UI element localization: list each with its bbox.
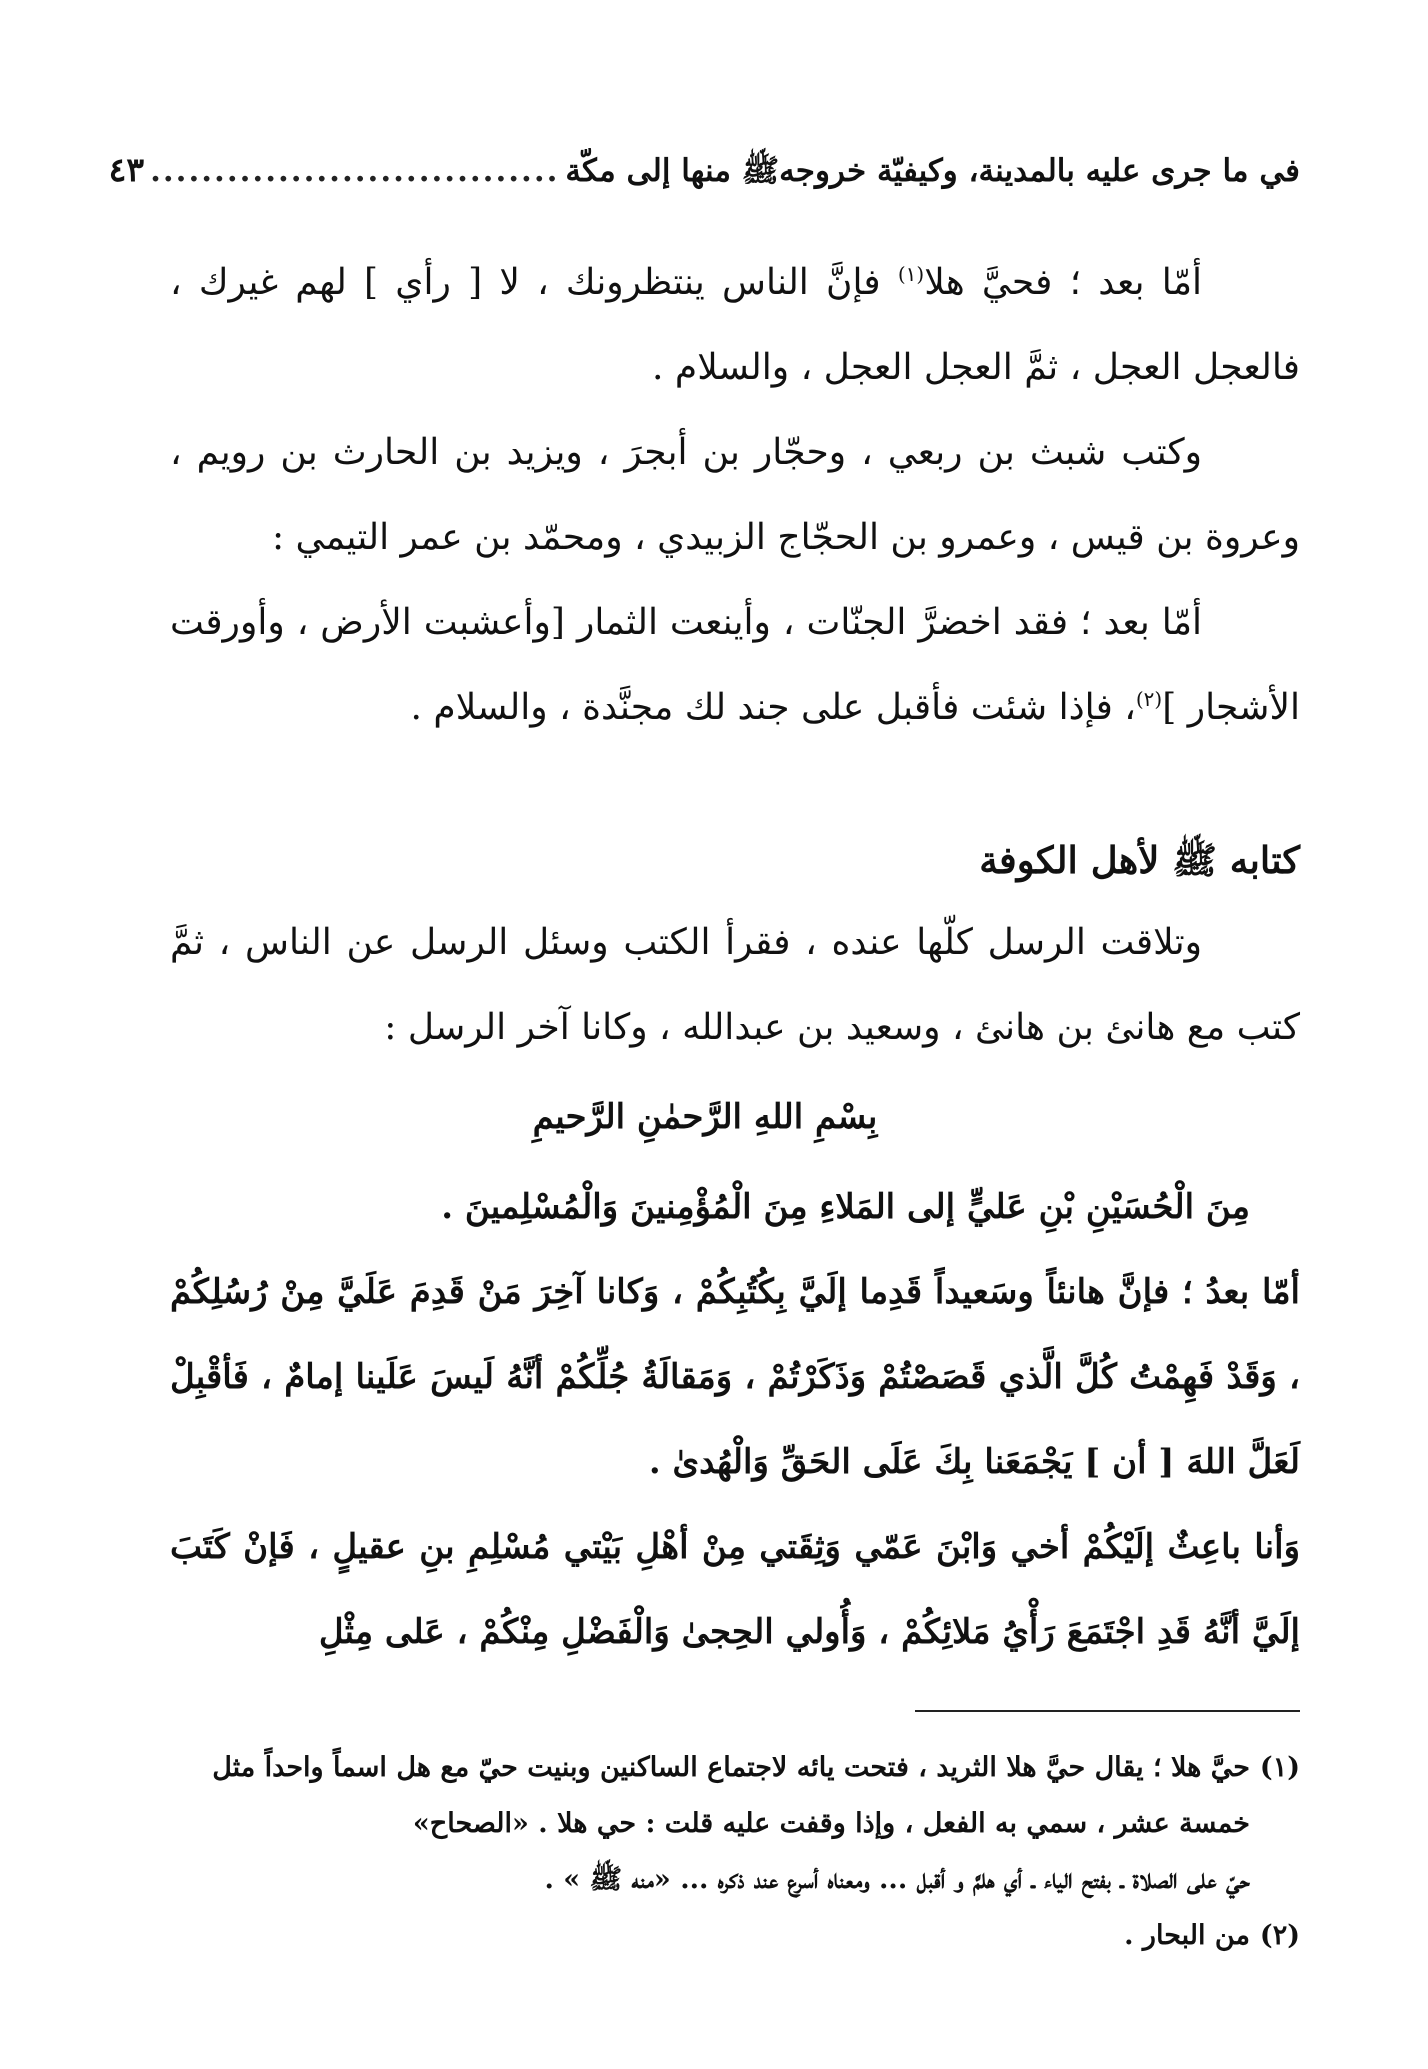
paragraph-3-start: أمّا بعد ؛ فقد اخضرَّ الجنّات ، وأينعت الثمار [وأعشبت الأرض ، وأورقت الأشجار ] xyxy=(170,602,1300,728)
paragraph-1-rest: فإنَّ الناس ينتظرونك ، لا [ رأي ] لهم غيرك ، فالعجل العجل ، ثمَّ العجل العجل ، والسلام . xyxy=(170,262,1300,388)
section-gap xyxy=(170,750,1300,820)
letter-body-1: أمّا بعدُ ؛ فإنَّ هانئاً وسَعيداً قَدِما إلَيَّ بِكُتُبِكُمْ ، وَكانا آخِرَ مَنْ قَدِمَ عَلَيَّ مِنْ رُسُلِكُمْ ، وَقَدْ فَهِمْتُ كُلَّ الَّذي قَصَصْتُمْ وَذَكَرْتُمْ ، وَمَقالَةُ جُلِّكُمْ أنَّهُ لَيسَ عَلَينا إمامٌ ، فَأقْبِلْ لَعَلَّ اللهَ [ أن ] يَجْمَعَنا بِكَ عَلَى الحَقِّ وَالْهُدىٰ . xyxy=(170,1272,1300,1482)
footnote-divider xyxy=(915,1710,1300,1712)
footnote-1-continuation-2: حيّ على الصلاة ـ بفتح الياء ـ أي هلمَّ و أقبل ... ومعناه أسرع عند ذكره ... «منه ﷺ » . xyxy=(544,1864,1250,1895)
paragraph-1 xyxy=(170,240,1300,410)
basmala: بِسْمِ اللهِ الرَّحمٰنِ الرَّحيمِ xyxy=(532,1097,878,1137)
paragraph-1-start: أمّا بعد ؛ فحيَّ هلا xyxy=(924,262,1202,303)
paragraph-3 xyxy=(170,580,1300,750)
footnote-2 xyxy=(165,1908,1300,1964)
footnote-ref-2[interactable]: (٢) xyxy=(1135,687,1163,711)
letter-from-line: مِنَ الْحُسَيْنِ بْنِ عَليٍّ إلى المَلاءِ مِنَ الْمُؤْمِنينَ وَالْمُسْلِمينَ . xyxy=(441,1187,1250,1227)
letter-body-2: وَأنا باعِثٌ إلَيْكُمْ أخي وَابْنَ عَمّي وَثِقَتي مِنْ أهْلِ بَيْتي مُسْلِمِ بنِ عقيلٍ ، فَإنْ كَتَبَ إلَيَّ أنَّهُ قَدِ اجْتَمَعَ رَأْيُ مَلائِكُمْ ، وَأُولي الحِجىٰ وَالْفَضْلِ مِنْكُمْ ، عَلى مِثْلِ xyxy=(170,1527,1300,1652)
footnote-1 xyxy=(165,1740,1300,1908)
footnote-1-number: (١) xyxy=(1259,1752,1300,1783)
footnote-2-number: (٢) xyxy=(1259,1920,1300,1951)
paragraph-2: وكتب شبث بن ربعي ، وحجّار بن أبجرَ ، ويزيد بن الحارث بن رويم ، وعروة بن قيس ، وعمرو بن الحجّاج الزبيدي ، ومحمّد بن عمر التيمي : xyxy=(170,432,1300,558)
running-header xyxy=(108,150,1300,210)
section-heading: كتابه ﷺ لأهل الكوفة xyxy=(979,838,1300,882)
footnote-2-text: من البحار . xyxy=(1124,1920,1250,1951)
footnotes xyxy=(165,1740,1300,1964)
paragraph-4: وتلاقت الرسل كلّها عنده ، فقرأ الكتب وسئل الرسل عن الناس ، ثمَّ كتب مع هانئ بن هانئ ، وسعيد بن عبدالله ، وكانا آخر الرسل : xyxy=(170,922,1300,1048)
footnote-1-text: حيَّ هلا ؛ يقال حيَّ هلا الثريد ، فتحت يائه لاجتماع الساكنين وبنيت حيّ مع هل اسماً واحداً مثل xyxy=(212,1752,1250,1783)
page-body xyxy=(170,240,1300,1675)
paragraph-3-rest: ، فإذا شئت فأقبل على جند لك مجنَّدة ، والسلام . xyxy=(410,687,1136,728)
header-title: في ما جرى عليه بالمدينة، وكيفيّة خروجهﷺ منها إلى مكّة xyxy=(565,153,1300,189)
footnote-ref-1[interactable]: (١) xyxy=(897,262,925,286)
page-number: ٤٣ xyxy=(108,150,145,189)
header-leader-dots: ................................ xyxy=(150,153,560,189)
footnote-1-continuation-1: خمسة عشر ، سمي به الفعل ، وإذا وقفت عليه قلت : حي هلا . «الصحاح» xyxy=(412,1808,1250,1839)
